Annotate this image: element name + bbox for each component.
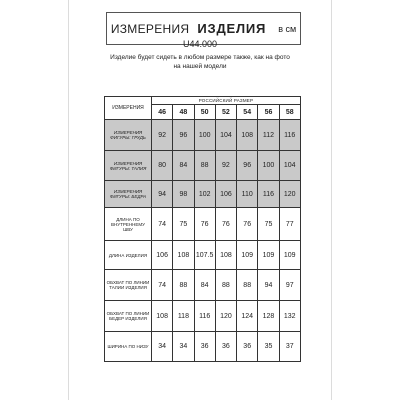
- table-cell: 116: [258, 181, 279, 208]
- table-cell: 36: [194, 332, 215, 362]
- table-row-waist-circumference: [105, 270, 301, 301]
- row-label: ДЛИНА ПО ВНУТРЕННЕМУ ШВУ: [105, 208, 152, 241]
- table-cell: 100: [194, 120, 215, 151]
- row-label: ОБХВАТ ПО ЛИНИИ ТАЛИИ ИЗДЕЛИЯ: [105, 270, 152, 301]
- table-cell: 92: [215, 151, 236, 181]
- table-cell: 36: [237, 332, 258, 362]
- size-header: 54: [237, 105, 258, 120]
- table-row-inseam: [105, 208, 301, 241]
- table-cell: 118: [173, 301, 194, 332]
- size-header: 46: [152, 105, 173, 120]
- table-cell: 109: [237, 241, 258, 270]
- table-cell: 74: [152, 208, 173, 241]
- table-cell: 37: [279, 332, 300, 362]
- corner-label: ИЗМЕРЕНИЯ: [105, 97, 152, 120]
- table-cell: 116: [279, 120, 300, 151]
- table-cell: 84: [194, 270, 215, 301]
- table-cell: 107.5: [194, 241, 215, 270]
- table-row-waist: [105, 151, 301, 181]
- table-cell: 76: [194, 208, 215, 241]
- table-cell: 102: [194, 181, 215, 208]
- size-header-row: [105, 97, 301, 105]
- table-cell: 76: [237, 208, 258, 241]
- table-cell: 97: [279, 270, 300, 301]
- size-header: 56: [258, 105, 279, 120]
- table-cell: 120: [215, 301, 236, 332]
- size-table: [104, 96, 301, 362]
- table-cell: 80: [152, 151, 173, 181]
- table-cell: 116: [194, 301, 215, 332]
- size-header: 50: [194, 105, 215, 120]
- table-cell: 34: [173, 332, 194, 362]
- table-cell: 74: [152, 270, 173, 301]
- table-cell: 75: [173, 208, 194, 241]
- table-row-bottom-width: [105, 332, 301, 362]
- table-cell: 112: [258, 120, 279, 151]
- table-cell: 108: [215, 241, 236, 270]
- row-label: ДЛИНА ИЗДЕЛИЯ: [105, 241, 152, 270]
- table-cell: 109: [279, 241, 300, 270]
- russian-size-header: РОССИЙСКИЙ РАЗМЕР: [152, 97, 301, 105]
- title-unit: в см: [278, 23, 297, 34]
- table-cell: 94: [152, 181, 173, 208]
- table-cell: 36: [215, 332, 236, 362]
- table-cell: 35: [258, 332, 279, 362]
- row-label: ИЗМЕРЕНИЯ ФИГУРЫ: ГРУДЬ: [105, 120, 152, 151]
- table-row-hips: [105, 181, 301, 208]
- table-cell: 124: [237, 301, 258, 332]
- row-label: ИЗМЕРЕНИЯ ФИГУРЫ: БЕДРА: [105, 181, 152, 208]
- row-label: ОБХВАТ ПО ЛИНИИ БЕДЕР ИЗДЕЛИЯ: [105, 301, 152, 332]
- row-label: ШИРИНА ПО НИЗУ: [105, 332, 152, 362]
- table-cell: 132: [279, 301, 300, 332]
- table-cell: 88: [173, 270, 194, 301]
- table-cell: 104: [215, 120, 236, 151]
- size-header: 58: [279, 105, 300, 120]
- size-header: 48: [173, 105, 194, 120]
- table-cell: 108: [237, 120, 258, 151]
- table-cell: 108: [173, 241, 194, 270]
- size-header: 52: [215, 105, 236, 120]
- table-cell: 96: [173, 120, 194, 151]
- table-cell: 106: [215, 181, 236, 208]
- table-cell: 88: [215, 270, 236, 301]
- table-cell: 120: [279, 181, 300, 208]
- table-row-hip-circumference: [105, 301, 301, 332]
- table-cell: 100: [258, 151, 279, 181]
- table-cell: 109: [258, 241, 279, 270]
- table-cell: 94: [258, 270, 279, 301]
- table-cell: 88: [194, 151, 215, 181]
- table-row-length: [105, 241, 301, 270]
- fit-note: Изделие будет сидеть в любом размере также, как на фото на нашей модели: [110, 54, 290, 70]
- table-cell: 128: [258, 301, 279, 332]
- table-cell: 106: [152, 241, 173, 270]
- table-cell: 98: [173, 181, 194, 208]
- product-code: U44.000: [182, 39, 218, 49]
- table-cell: 84: [173, 151, 194, 181]
- table-cell: 34: [152, 332, 173, 362]
- table-cell: 92: [152, 120, 173, 151]
- table-cell: 77: [279, 208, 300, 241]
- table-row-chest: [105, 120, 301, 151]
- table-cell: 104: [279, 151, 300, 181]
- title-measurements: ИЗМЕРЕНИЯ: [110, 21, 190, 36]
- table-cell: 88: [237, 270, 258, 301]
- table-cell: 76: [215, 208, 236, 241]
- table-cell: 108: [152, 301, 173, 332]
- table-cell: 75: [258, 208, 279, 241]
- row-label: ИЗМЕРЕНИЯ ФИГУРЫ: ТАЛИЯ: [105, 151, 152, 181]
- table-cell: 96: [237, 151, 258, 181]
- table-cell: 110: [237, 181, 258, 208]
- title-product: ИЗДЕЛИЯ: [197, 21, 267, 36]
